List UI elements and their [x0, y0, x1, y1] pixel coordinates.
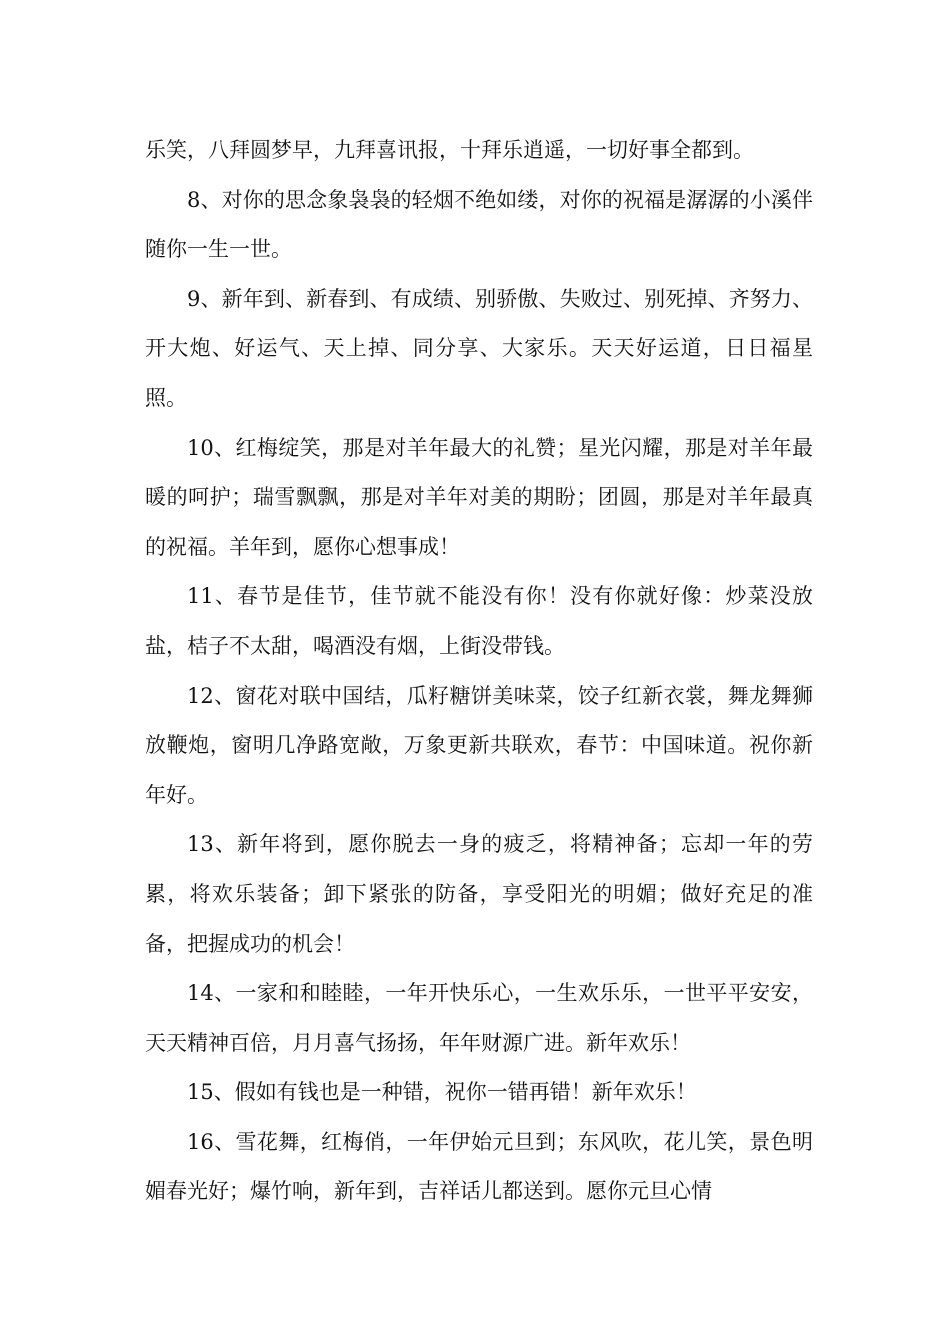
paragraph-continued: 乐笑，八拜圆梦早，九拜喜讯报，十拜乐逍遥，一切好事全都到。 [145, 138, 754, 162]
paragraph-15: 15、假如有钱也是一种错，祝你一错再错！新年欢乐！ [187, 1080, 697, 1105]
paragraph-12: 12、窗花对联中国结，瓜籽糖饼美味菜，饺子红新衣裳，舞龙舞狮放鞭炮，窗明几净路宽敞，万象更新共联欢，春节：中国味道。祝你新年好。 [145, 683, 813, 807]
paragraph-9: 9、新年到、新春到、有成绩、别骄傲、失败过、别死掉、齐努力、开大炮、好运气、天上掉、同分享、大家乐。天天好运道，日日福星照。 [145, 286, 813, 410]
paragraph-11: 11、春节是佳节，佳节就不能没有你！没有你就好像：炒菜没放盐，桔子不太甜，喝酒没有烟，上街没带钱。 [145, 584, 813, 658]
document-body [145, 126, 813, 1217]
paragraph-10: 10、红梅绽笑，那是对羊年最大的礼赞；星光闪耀，那是对羊年最暖的呵护；瑞雪飘飘，那是对羊年对美的期盼；团圆，那是对羊年最真的祝福。羊年到，愿你心想事成！ [145, 435, 813, 559]
paragraph-8: 8、对你的思念象袅袅的轻烟不绝如缕，对你的祝福是潺潺的小溪伴随你一生一世。 [145, 187, 813, 262]
paragraph-14: 14、一家和和睦睦，一年开快乐心，一生欢乐乐，一世平平安安，天天精神百倍，月月喜气扬扬，年年财源广进。新年欢乐！ [145, 981, 813, 1055]
paragraph-13: 13、新年将到，愿你脱去一身的疲乏，将精神备；忘却一年的劳累，将欢乐装备；卸下紧张的防备，享受阳光的明媚；做好充足的准备，把握成功的机会！ [145, 832, 813, 956]
paragraph-16: 16、雪花舞，红梅俏，一年伊始元旦到；东风吹，花儿笑，景色明媚春光好；爆竹响，新年到，吉祥话儿都送到。愿你元旦心情 [145, 1129, 813, 1204]
